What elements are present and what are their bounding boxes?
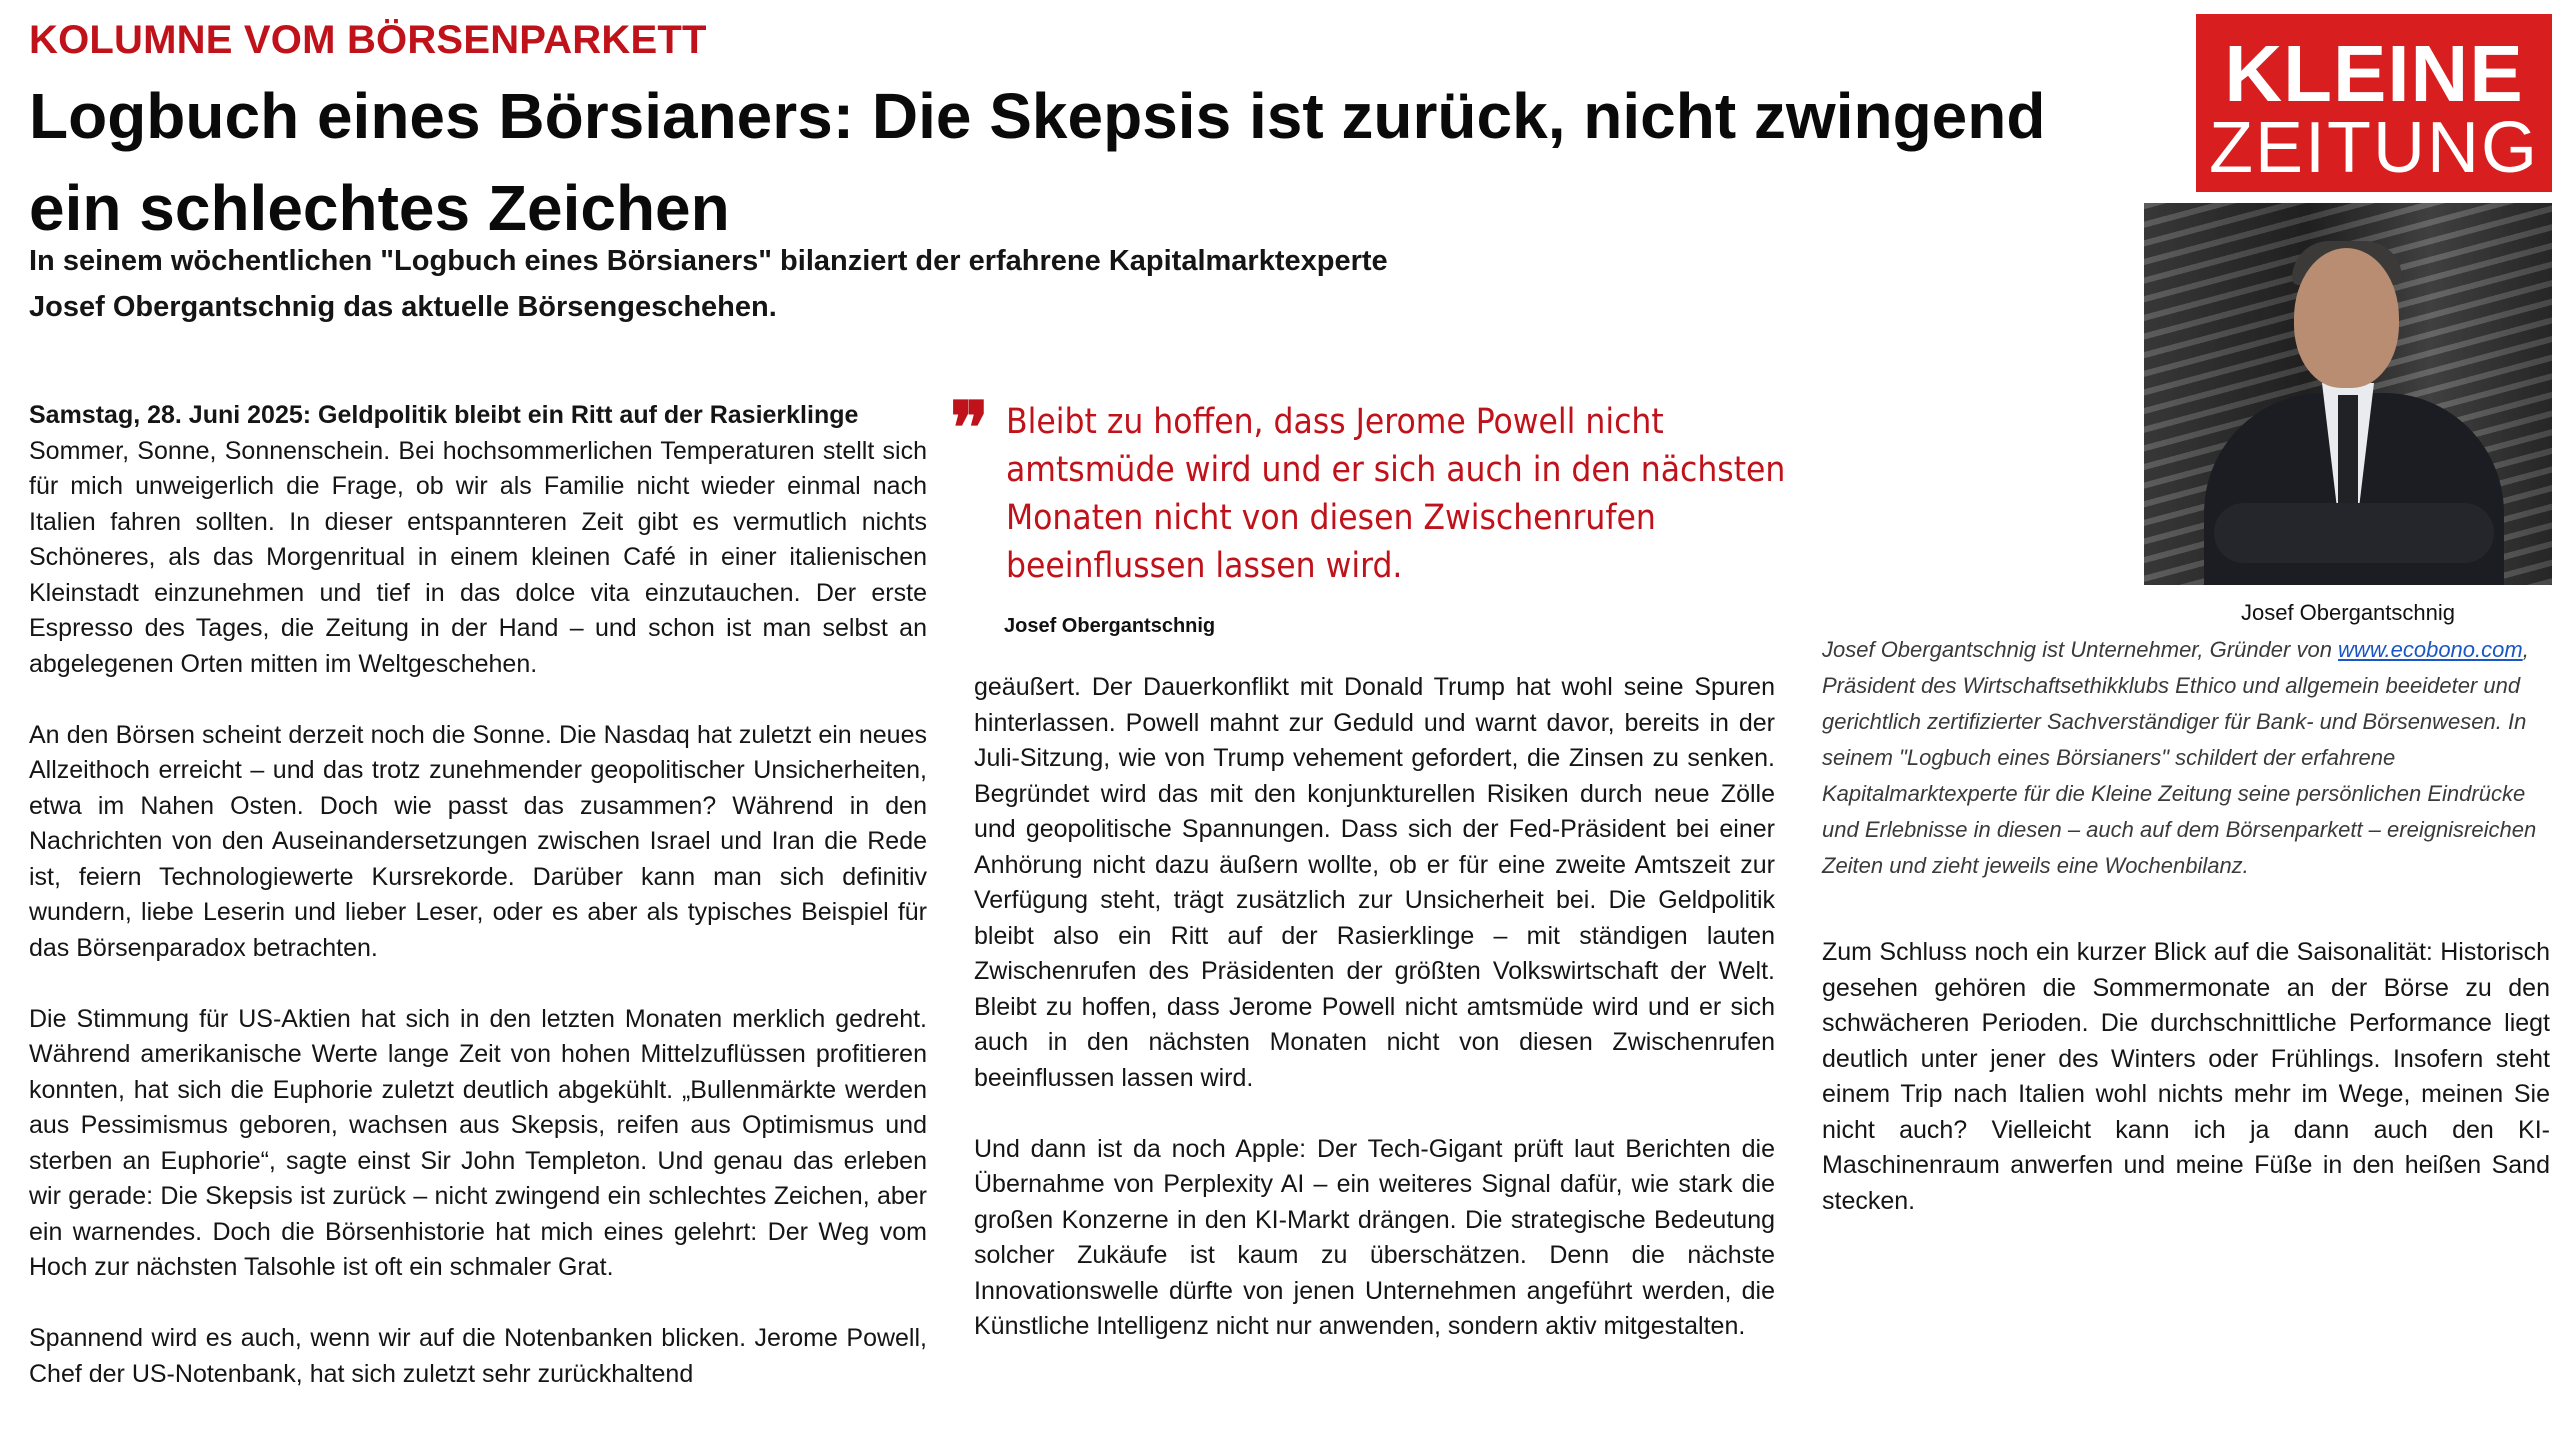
article-column-2 [974, 670, 1775, 1380]
portrait-tie [2338, 395, 2358, 510]
quote-mark-icon: ❞ [950, 385, 989, 470]
author-portrait [2144, 203, 2552, 585]
paragraph: Die Stimmung für US-Aktien hat sich in den letzten Monaten merklich gedreht. Während amerikanische Werte lange Zeit von hohen Mittelzuflüssen profitieren konnten, hat sich die Euphorie zuletzt deutlich abgekühlt. „Bullenmärkte werden aus Pessimismus geboren, wachsen aus Skepsis, reifen aus Optimismus und sterben an Euphorie“, sagte einst Sir John Templeton. Und genau das erleben wir gerade: Die Skepsis ist zurück – nicht zwingend ein schlechtes Zeichen, aber ein warnendes. Doch die Börsenhistorie hat mich eines gelehrt: Der Weg vom Hoch zur nächsten Talsohle ist oft ein schmaler Grat. [29, 1004, 927, 1281]
article-headline: Logbuch eines Börsianers: Die Skepsis ist zurück, nicht zwingend ein schlechtes Zeichen [29, 80, 2046, 244]
pull-quote-text: Bleibt zu hoffen, dass Jerome Powell nicht amtsmüde wird und er sich auch in den nächsten Monaten nicht von diesen Zwischenrufen beeinflussen lassen wird. [1006, 402, 1786, 586]
bio-text-start: Josef Obergantschnig ist Unternehmer, Gründer von [1822, 637, 2339, 662]
portrait-head [2294, 248, 2399, 388]
article-teaser: In seinem wöchentlichen "Logbuch eines Börsianers" bilanziert der erfahrene Kapitalmarktexperte Josef Obergantschnig das aktuelle Börsengeschehen. [29, 245, 1388, 323]
paragraph: geäußert. Der Dauerkonflikt mit Donald Trump hat wohl seine Spuren hinterlassen. Powell mahnt zur Geduld und warnt davor, bereits in der Juli-Sitzung, wie von Trump vehement gefordert, die Zinsen zu senken. Begründet wird das mit den konjunkturellen Risiken durch neue Zölle und geopolitische Spannungen. Dass sich der Fed-Präsident bei einer Anhörung nicht dazu äußern wollte, ob er für eine zweite Amtszeit zur Verfügung steht, trägt zusätzlich zur Unsicherheit bei. Die Geldpolitik bleibt also ein Ritt auf der Rasierklinge – mit ständigen lauten Zwischenrufen des Präsidenten der größten Volkswirtschaft der Welt. Bleibt zu hoffen, dass Jerome Powell nicht amtsmüde wird und er sich auch in den nächsten Monaten nicht von diesen Zwischenrufen beeinflussen lassen wird. [974, 673, 1775, 1092]
article-column-3 [1822, 935, 2550, 1255]
logo-line-1: KLEINE [2224, 29, 2524, 118]
paragraph: Sommer, Sonne, Sonnenschein. Bei hochsommerlichen Temperaturen stellt sich für mich unweigerlich die Frage, ob wir als Familie nicht wieder einmal nach Italien fahren sollten. In dieser entspannteren Zeit gibt es vermutlich nichts Schöneres, als das Morgenritual in einem kleinen Café in einer italienischen Kleinstadt einzunehmen und tief in das dolce vita einzutauchen. Der erste Espresso des Tages, die Zeitung in der Hand – und schon ist man selbst an abgelegenen Orten mitten im Weltgeschehen. [29, 436, 927, 678]
paragraph: An den Börsen scheint derzeit noch die Sonne. Die Nasdaq hat zuletzt ein neues Allzeithoch erreicht – und das trotz zunehmender geopolitischer Unsicherheiten, etwa im Nahen Osten. Doch wie passt das zusammen? Während in den Nachrichten von den Auseinandersetzungen zwischen Israel und Iran die Rede ist, feiern Technologiewerte Kursrekorde. Darüber kann man sich definitiv wundern, liebe Leserin und lieber Leser, oder es aber als typisches Beispiel für das Börsenparadox betrachten. [29, 720, 927, 962]
ecobono-link[interactable]: www.ecobono.com [2338, 637, 2523, 662]
column-kicker: KOLUMNE VOM BÖRSENPARKETT [29, 18, 707, 62]
bio-text-end: , Präsident des Wirtschaftsethikklubs Ethico und allgemein beeideter und gerichtlich zertifizierter Sachverständiger für Bank- und Börsenwesen. In seinem "Logbuch eines Börsianers" schildert der erfahrene Kapitalmarktexperte für die Kleine Zeitung seine persönlichen Eindrücke und Erlebnisse in diesen – auch auf dem Börsenparkett – ereignisreichen Zeiten und zieht jeweils eine Wochenbilanz. [1822, 637, 2537, 878]
portrait-crossed-arms [2214, 503, 2494, 563]
article-date-heading: Samstag, 28. Juni 2025: Geldpolitik bleibt ein Ritt auf der Rasierklinge [29, 401, 859, 429]
pull-quote-author: Josef Obergantschnig [1004, 615, 1216, 637]
portrait-caption: Josef Obergantschnig [2240, 600, 2456, 625]
author-bio [1822, 632, 2557, 884]
kleine-zeitung-logo [2196, 14, 2552, 192]
paragraph: Spannend wird es auch, wenn wir auf die Notenbanken blicken. Jerome Powell, Chef der US-Notenbank, hat sich zuletzt sehr zurückhaltend [29, 1324, 927, 1388]
paragraph: Zum Schluss noch ein kurzer Blick auf die Saisonalität: Historisch gesehen gehören die Sommermonate an der Börse zu den schwächeren Perioden. Die durchschnittliche Performance liegt deutlich unter jener des Winters oder Frühlings. Insofern steht einem Trip nach Italien wohl nichts mehr im Wege, meinen Sie nicht auch? Vielleicht kann ich ja dann auch den KI-Maschinenraum anwerfen und meine Füße in den heißen Sand stecken. [1822, 938, 2550, 1215]
logo-line-2: ZEITUNG [2209, 108, 2539, 188]
article-column-1 [29, 398, 927, 1428]
paragraph: Und dann ist da noch Apple: Der Tech-Gigant prüft laut Berichten die Übernahme von Perplexity AI – ein weiteres Signal dafür, wie stark die großen Konzerne in den KI-Markt drängen. Die strategische Bedeutung solcher Zukäufe ist kaum zu überschätzen. Denn die nächste Innovationswelle dürfte von jenen Unternehmen angeführt werden, die Künstliche Intelligenz nicht nur anwenden, sondern aktiv mitgestalten. [974, 1134, 1775, 1340]
